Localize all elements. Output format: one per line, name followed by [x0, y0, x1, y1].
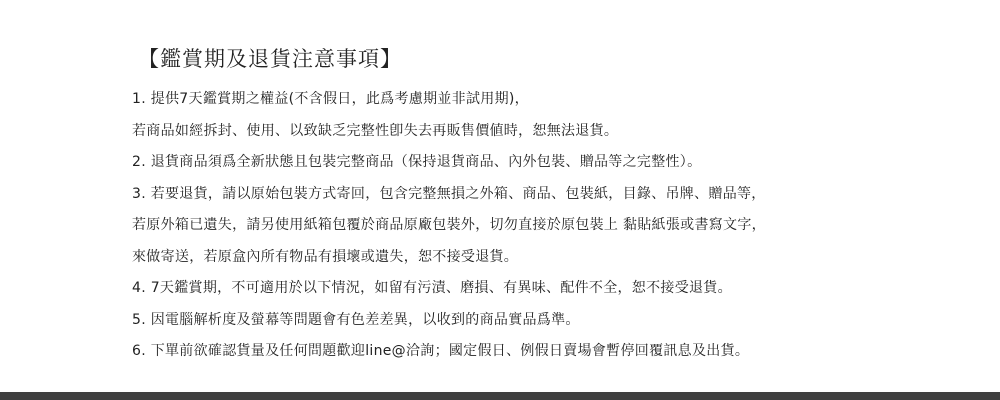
notice-line: 5. 因電腦解析度及螢幕等問題會有色差差異，以收到的商品實品爲準。	[132, 311, 580, 328]
return-policy-notice	[132, 44, 982, 373]
notice-line: 4. 7天鑑賞期，不可適用於以下情況，如留有污漬、磨損、有異味、配件不全，恕不接受退貨。	[132, 280, 732, 296]
bottom-divider-bar	[0, 392, 1000, 400]
notice-line: 1. 提供7天鑑賞期之權益(不含假日，此爲考慮期並非試用期)，	[132, 91, 529, 107]
notice-title: 【鑑賞期及退貨注意事項】	[138, 47, 402, 71]
notice-line: 若原外箱已遺失，請另使用紙箱包覆於商品原廠包裝外，切勿直接於原包裝上 黏貼紙張或書寫文字，	[132, 217, 766, 233]
notice-line: 3. 若要退貨，請以原始包裝方式寄回，包含完整無損之外箱、商品、包裝紙，目錄、吊牌、贈品等，	[132, 185, 766, 202]
notice-line: 若商品如經拆封、使用、以致缺乏完整性卽失去再販售價値時，恕無法退貨。	[132, 122, 619, 139]
notice-line: 來做寄送，若原盒內所有物品有損壞或遺失，恕不接受退貨。	[132, 248, 519, 265]
notice-line: 6. 下單前欲確認貨量及任何問題歡迎line@洽詢；國定假日、例假日賣場會暫停回覆訊息及出貨。	[132, 343, 750, 359]
notice-line: 2. 退貨商品須爲全新狀態且包裝完整商品（保持退貨商品、內外包裝、贈品等之完整性）。	[132, 154, 702, 170]
